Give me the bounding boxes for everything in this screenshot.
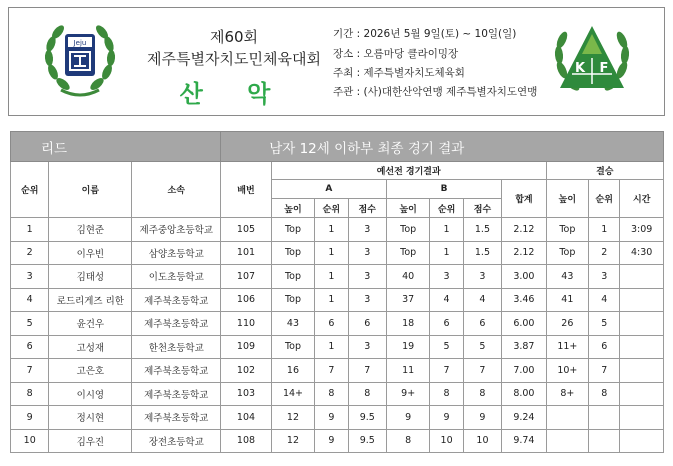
col-rank: 순위 [11,162,49,218]
cell-a-points: 3 [348,218,386,242]
info-host: 주최 : 제주특별자치도체육회 [333,67,465,79]
cell-b-points: 6 [463,312,501,336]
cell-affiliation: 삼양초등학교 [132,241,221,265]
cell-b-height: 19 [386,335,429,359]
cell-b-height: Top [386,218,429,242]
info-organizer-label: 주관 [333,86,354,98]
cell-b-rank: 4 [430,288,463,312]
cell-name: 이시영 [49,382,132,406]
cell-bib: 109 [221,335,272,359]
cell-b-height: 11 [386,359,429,383]
col-b-points: 점수 [463,199,501,218]
cell-rank: 1 [11,218,49,242]
cell-name: 이우빈 [49,241,132,265]
cell-a-height: Top [271,335,314,359]
info-organizer-value: (사)대한산악연맹 제주특별자치도연맹 [363,86,538,98]
cell-a-height: Top [271,288,314,312]
cell-time: 4:30 [620,241,664,265]
cell-a-points: 6 [348,312,386,336]
cell-time: 3:09 [620,218,664,242]
cell-rank: 6 [11,335,49,359]
col-route-b: B [386,180,501,199]
cell-total: 3.87 [502,335,546,359]
cell-b-points: 7 [463,359,501,383]
col-qualifier: 예선전 경기결과 [271,162,546,180]
cell-a-rank: 6 [315,312,348,336]
col-b-height: 높이 [386,199,429,218]
cell-b-rank: 10 [430,429,463,453]
cell-rank: 8 [11,382,49,406]
cell-a-height: 43 [271,312,314,336]
table-row [11,382,664,406]
cell-b-points: 3 [463,265,501,289]
col-final-rank: 순위 [589,180,620,218]
results-title: 남자 12세 이하부 최종 경기 결과 [221,132,664,162]
cell-a-points: 3 [348,288,386,312]
svg-text:F: F [599,61,609,76]
cell-a-height: 12 [271,429,314,453]
table-row [11,241,664,265]
cell-name: 고은호 [49,359,132,383]
info-host-value: 제주특별자치도체육회 [363,67,465,79]
cell-a-height: 16 [271,359,314,383]
col-b-rank: 순위 [430,199,463,218]
cell-affiliation: 장전초등학교 [132,429,221,453]
col-name: 이름 [49,162,132,218]
cell-rank: 5 [11,312,49,336]
cell-b-height: 18 [386,312,429,336]
cell-rank: 4 [11,288,49,312]
cell-a-points: 9.5 [348,406,386,430]
info-organizer: 주관 : (사)대한산악연맹 제주특별자치도연맹 [333,86,538,98]
results-body [11,218,664,453]
cell-total: 7.00 [502,359,546,383]
cell-time [620,335,664,359]
cell-rank: 3 [11,265,49,289]
cell-bib: 108 [221,429,272,453]
cell-b-height: 8 [386,429,429,453]
info-venue: 장소 : 오름마당 클라이밍장 [333,48,459,60]
cell-b-rank: 3 [430,265,463,289]
cell-a-rank: 1 [315,335,348,359]
cell-final-height: 43 [546,265,588,289]
table-row [11,335,664,359]
cell-final-rank: 2 [589,241,620,265]
info-venue-label: 장소 [333,48,354,60]
info-period: 기간 : 2026년 5월 9일(토) ~ 10일(일) [333,28,517,40]
cell-final-height: Top [546,241,588,265]
cell-final-rank: 3 [589,265,620,289]
cell-rank: 9 [11,406,49,430]
col-a-points: 점수 [348,199,386,218]
kaf-mountain-logo-icon [550,18,634,102]
jeju-sports-council-logo-icon [39,18,121,100]
event-header [8,7,665,116]
cell-final-height: 26 [546,312,588,336]
cell-final-height: 10+ [546,359,588,383]
cell-bib: 110 [221,312,272,336]
cell-a-rank: 1 [315,241,348,265]
cell-a-rank: 9 [315,406,348,430]
col-time: 시간 [620,180,664,218]
cell-total: 9.74 [502,429,546,453]
cell-name: 윤건우 [49,312,132,336]
cell-b-rank: 8 [430,382,463,406]
cell-a-height: Top [271,218,314,242]
event-name: 제주특별자치도민체육대회 [147,50,321,68]
cell-b-points: 9 [463,406,501,430]
info-period-label: 기간 [333,28,354,40]
cell-bib: 107 [221,265,272,289]
cell-a-rank: 1 [315,218,348,242]
cell-a-height: Top [271,241,314,265]
cell-affiliation: 한천초등학교 [132,335,221,359]
discipline-label: 리드 [11,132,221,162]
cell-total: 3.00 [502,265,546,289]
col-affiliation: 소속 [132,162,221,218]
cell-name: 김우진 [49,429,132,453]
cell-final-rank: 7 [589,359,620,383]
results-table [10,131,664,453]
cell-time [620,429,664,453]
event-edition: 제60회 [209,28,259,46]
cell-b-points: 10 [463,429,501,453]
cell-affiliation: 제주중앙초등학교 [132,218,221,242]
table-row [11,218,664,242]
cell-b-rank: 9 [430,406,463,430]
col-final: 결승 [546,162,663,180]
cell-bib: 101 [221,241,272,265]
cell-final-rank: 5 [589,312,620,336]
cell-a-rank: 9 [315,429,348,453]
cell-b-height: 9 [386,406,429,430]
cell-affiliation: 제주북초등학교 [132,312,221,336]
cell-total: 2.12 [502,218,546,242]
svg-text:Jeju: Jeju [73,39,87,47]
cell-bib: 103 [221,382,272,406]
title-band [11,132,664,162]
cell-b-rank: 1 [430,241,463,265]
col-a-height: 높이 [271,199,314,218]
cell-name: 김태성 [49,265,132,289]
table-row [11,359,664,383]
col-a-rank: 순위 [315,199,348,218]
cell-a-points: 7 [348,359,386,383]
cell-total: 8.00 [502,382,546,406]
cell-b-rank: 7 [430,359,463,383]
cell-a-points: 3 [348,241,386,265]
cell-final-rank: 1 [589,218,620,242]
cell-name: 고성재 [49,335,132,359]
cell-final-rank: 8 [589,382,620,406]
cell-a-height: 12 [271,406,314,430]
cell-total: 9.24 [502,406,546,430]
cell-time [620,359,664,383]
cell-name: 김현준 [49,218,132,242]
cell-affiliation: 제주북초등학교 [132,288,221,312]
cell-time [620,312,664,336]
cell-bib: 105 [221,218,272,242]
cell-total: 3.46 [502,288,546,312]
cell-affiliation: 제주북초등학교 [132,406,221,430]
cell-b-rank: 6 [430,312,463,336]
cell-total: 2.12 [502,241,546,265]
cell-rank: 10 [11,429,49,453]
table-row [11,265,664,289]
cell-a-height: 14+ [271,382,314,406]
table-row [11,406,664,430]
cell-time [620,288,664,312]
table-row [11,312,664,336]
cell-b-rank: 5 [430,335,463,359]
cell-bib: 104 [221,406,272,430]
info-venue-value: 오름마당 클라이밍장 [363,48,459,60]
cell-bib: 106 [221,288,272,312]
col-final-height: 높이 [546,180,588,218]
cell-final-rank: 6 [589,335,620,359]
cell-name: 정시현 [49,406,132,430]
cell-final-height: Top [546,218,588,242]
table-row [11,429,664,453]
cell-name: 로드리게즈 리한 [49,288,132,312]
cell-a-rank: 1 [315,288,348,312]
cell-affiliation: 이도초등학교 [132,265,221,289]
cell-a-points: 9.5 [348,429,386,453]
cell-b-height: 40 [386,265,429,289]
cell-b-height: 37 [386,288,429,312]
cell-final-height: 11+ [546,335,588,359]
cell-final-rank [589,406,620,430]
cell-b-points: 1.5 [463,241,501,265]
cell-b-height: 9+ [386,382,429,406]
cell-b-points: 4 [463,288,501,312]
cell-a-points: 3 [348,335,386,359]
cell-rank: 7 [11,359,49,383]
cell-final-rank: 4 [589,288,620,312]
cell-b-points: 1.5 [463,218,501,242]
info-period-value: 2026년 5월 9일(토) ~ 10일(일) [363,28,517,40]
cell-rank: 2 [11,241,49,265]
col-route-a: A [271,180,386,199]
cell-a-points: 8 [348,382,386,406]
cell-time [620,382,664,406]
cell-final-rank [589,429,620,453]
event-sport: 산 악 [179,80,289,108]
svg-text:K: K [574,61,586,76]
cell-affiliation: 제주북초등학교 [132,359,221,383]
cell-a-points: 3 [348,265,386,289]
cell-a-rank: 8 [315,382,348,406]
col-bib: 배번 [221,162,272,218]
col-total: 합계 [502,180,546,218]
cell-final-height [546,406,588,430]
cell-b-points: 5 [463,335,501,359]
cell-a-rank: 7 [315,359,348,383]
cell-a-height: Top [271,265,314,289]
cell-b-height: Top [386,241,429,265]
cell-affiliation: 제주북초등학교 [132,382,221,406]
cell-final-height: 8+ [546,382,588,406]
cell-time [620,265,664,289]
cell-final-height: 41 [546,288,588,312]
cell-time [620,406,664,430]
cell-b-points: 8 [463,382,501,406]
cell-a-rank: 1 [315,265,348,289]
info-host-label: 주최 [333,67,354,79]
cell-b-rank: 1 [430,218,463,242]
table-row [11,288,664,312]
cell-final-height [546,429,588,453]
cell-total: 6.00 [502,312,546,336]
cell-bib: 102 [221,359,272,383]
